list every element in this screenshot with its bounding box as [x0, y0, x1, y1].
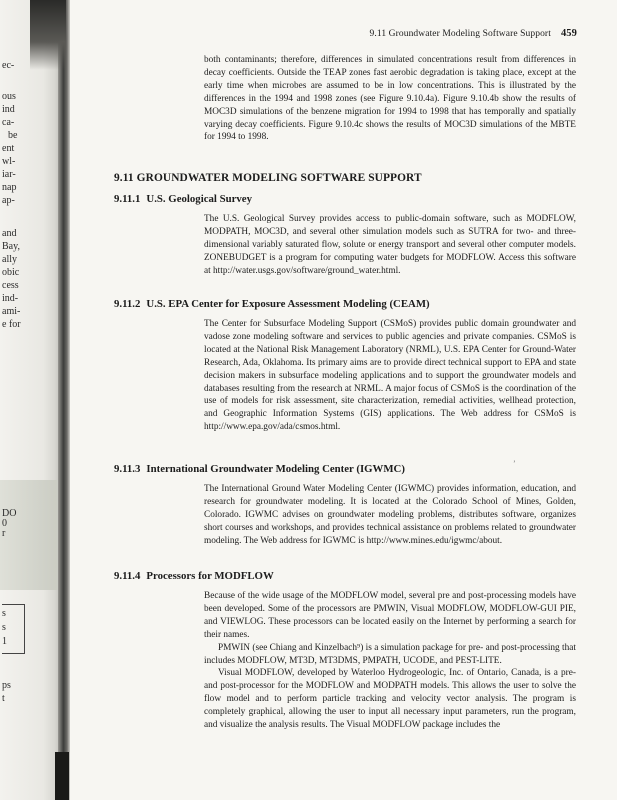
facing-fragment: ind [2, 104, 15, 115]
facing-fragment: ps [2, 680, 11, 691]
page-number: 459 [560, 28, 577, 39]
subsection-body [204, 318, 576, 434]
facing-fragment: wl- [2, 156, 16, 167]
facing-fragment: 1 [2, 636, 7, 647]
facing-fragment: r [2, 528, 6, 539]
facing-fragment: iar- [2, 169, 16, 180]
subsection-body [204, 590, 576, 732]
running-head-section: 9.11 Groundwater Modeling Software Support [369, 29, 551, 39]
paragraph: PMWIN (see Chiang and Kinzelbach⁹) is a simulation package for pre- and post-processing that includes MODFLOW, MT3D, MT3DMS, PMPATH, UCODE, and PEST-LITE. [204, 642, 576, 666]
book-gutter-top-shadow [30, 0, 66, 70]
subsection-number: 9.11.4 [114, 570, 141, 582]
facing-fragment: ami- [2, 306, 21, 317]
book-gutter-bottom-shadow [55, 752, 69, 800]
facing-fragment: cess [2, 280, 19, 291]
facing-fragment: s [2, 622, 6, 633]
facing-fragment: obic [2, 267, 20, 278]
facing-fragment: ind- [2, 293, 19, 304]
facing-fragment: ec- [2, 60, 15, 71]
subsection-heading [114, 193, 252, 205]
paragraph: Visual MODFLOW, developed by Waterloo Hydrogeologic, Inc. of Ontario, Canada, is a pre-and post-processor for the MODFLOW and MODPATH models. This allows the user to solve the flow model and to perform particle tracking and velocity vector analysis. The program is completely graphical, allowing the user to input all necessary input parameters, run the program, and visualize the analysis results. The Visual MODFLOW package includes the [204, 668, 576, 731]
facing-fragment: ap- [2, 195, 15, 206]
facing-fragment: Bay, [2, 241, 20, 252]
facing-fragment: be [8, 130, 18, 141]
facing-fragment: and [2, 228, 17, 239]
subsection-title: Processors for MODFLOW [146, 570, 274, 582]
subsection-body [204, 483, 576, 548]
section-heading: 9.11 GROUNDWATER MODELING SOFTWARE SUPPORT [114, 172, 422, 184]
stray-mark: ʼ [513, 459, 516, 468]
subsection-number: 9.11.3 [114, 463, 141, 475]
facing-fragment: ous [2, 91, 16, 102]
running-head [370, 28, 577, 39]
book-gutter-shadow [58, 0, 70, 800]
paragraph: Because of the wide usage of the MODFLOW model, several pre and post-processing models have been developed. Some of the processors are PMWIN, Visual MODFLOW, MODFLOW-GUI PIE, and VIEWLOG. These processors can be located easily on the Internet by performing a search for their names. [204, 591, 576, 640]
facing-page-strip [0, 0, 62, 800]
subsection-heading [114, 298, 430, 310]
subsection-heading [114, 463, 405, 475]
facing-fragment: nap [2, 182, 17, 193]
facing-fragment: DO [2, 508, 17, 519]
paragraph: both contaminants; therefore, differences in simulated concentrations result from differences in decay coefficients. Outside the TEAP zones fast aerobic degradation is taking place, except at the early time when microbes are assumed to be in low concentrations. This is illustrated by the differences in the 1994 and 1998 zones (see Figure 9.10.4a). Figure 9.10.4b show the results of MOC3D simulations of the benzene migration for 1994 to 1998 that has temporally and spatially varying decay coefficients. Figure 9.10.4c shows the results of MOC3D simulations of the MBTE for 1994 to 1998. [204, 55, 576, 143]
paragraph: The U.S. Geological Survey provides access to public-domain software, such as MODFLOW, MODPATH, MOC3D, and several other simulation models such as SUTRA for two- and three-dimensional variably saturated flow, solute or energy transport and several other computer models. ZONEBUDGET is a program for computing water budgets for MODFLOW. Access this software at http://water.usgs.gov/software/ground_water.html. [204, 214, 576, 276]
facing-fragment: ally [2, 254, 17, 265]
subsection-number: 9.11.2 [114, 298, 141, 310]
facing-fragment: 0 [2, 518, 7, 529]
paragraph: The International Ground Water Modeling Center (IGWMC) provides information, education, and research for groundwater modeling. It is located at the Colorado School of Mines, Golden, Colorado. IGWMC advises on groundwater modeling problems, distributes software, organizes short courses and workshops, and provides technical assistance on problems related to groundwater modeling. The Web address for IGWMC is http://www.mines.edu/igwmc/about. [204, 484, 576, 546]
subsection-heading [114, 570, 274, 582]
facing-fragment: s [2, 608, 6, 619]
intro-paragraph [204, 54, 576, 144]
facing-fragment: ent [2, 143, 15, 154]
facing-fragment: e for [2, 319, 21, 330]
subsection-body [204, 213, 576, 278]
facing-page-figure [0, 480, 62, 590]
subsection-title: International Groundwater Modeling Center (IGWMC) [146, 463, 405, 475]
paragraph: The Center for Subsurface Modeling Support (CSMoS) provides public domain groundwater and vadose zone modeling software and services to public agencies and private companies. CSMoS is located at the National Risk Management Laboratory (NRML), U.S. EPA Center for Ground-Water Research, Ada, Oklahoma. Its primary aims are to provide direct technical support to EPA and state decision makers in subsurface modeling applications and to support the groundwater models and databases resulting from the research at NRML. A major focus of CSMoS is the coordination of the use of models for risk assessment, site characterization, remedial activities, wellhead protection, and Geographic Information Systems (GIS) applications. The Web address for CSMoS is http://www.epa.gov/ada/csmos.html. [204, 319, 576, 433]
subsection-title: U.S. Geological Survey [146, 193, 252, 205]
subsection-title: U.S. EPA Center for Exposure Assessment Modeling (CEAM) [146, 298, 430, 310]
facing-fragment: ca- [2, 117, 15, 128]
facing-fragment: t [2, 693, 5, 704]
subsection-number: 9.11.1 [114, 193, 141, 205]
